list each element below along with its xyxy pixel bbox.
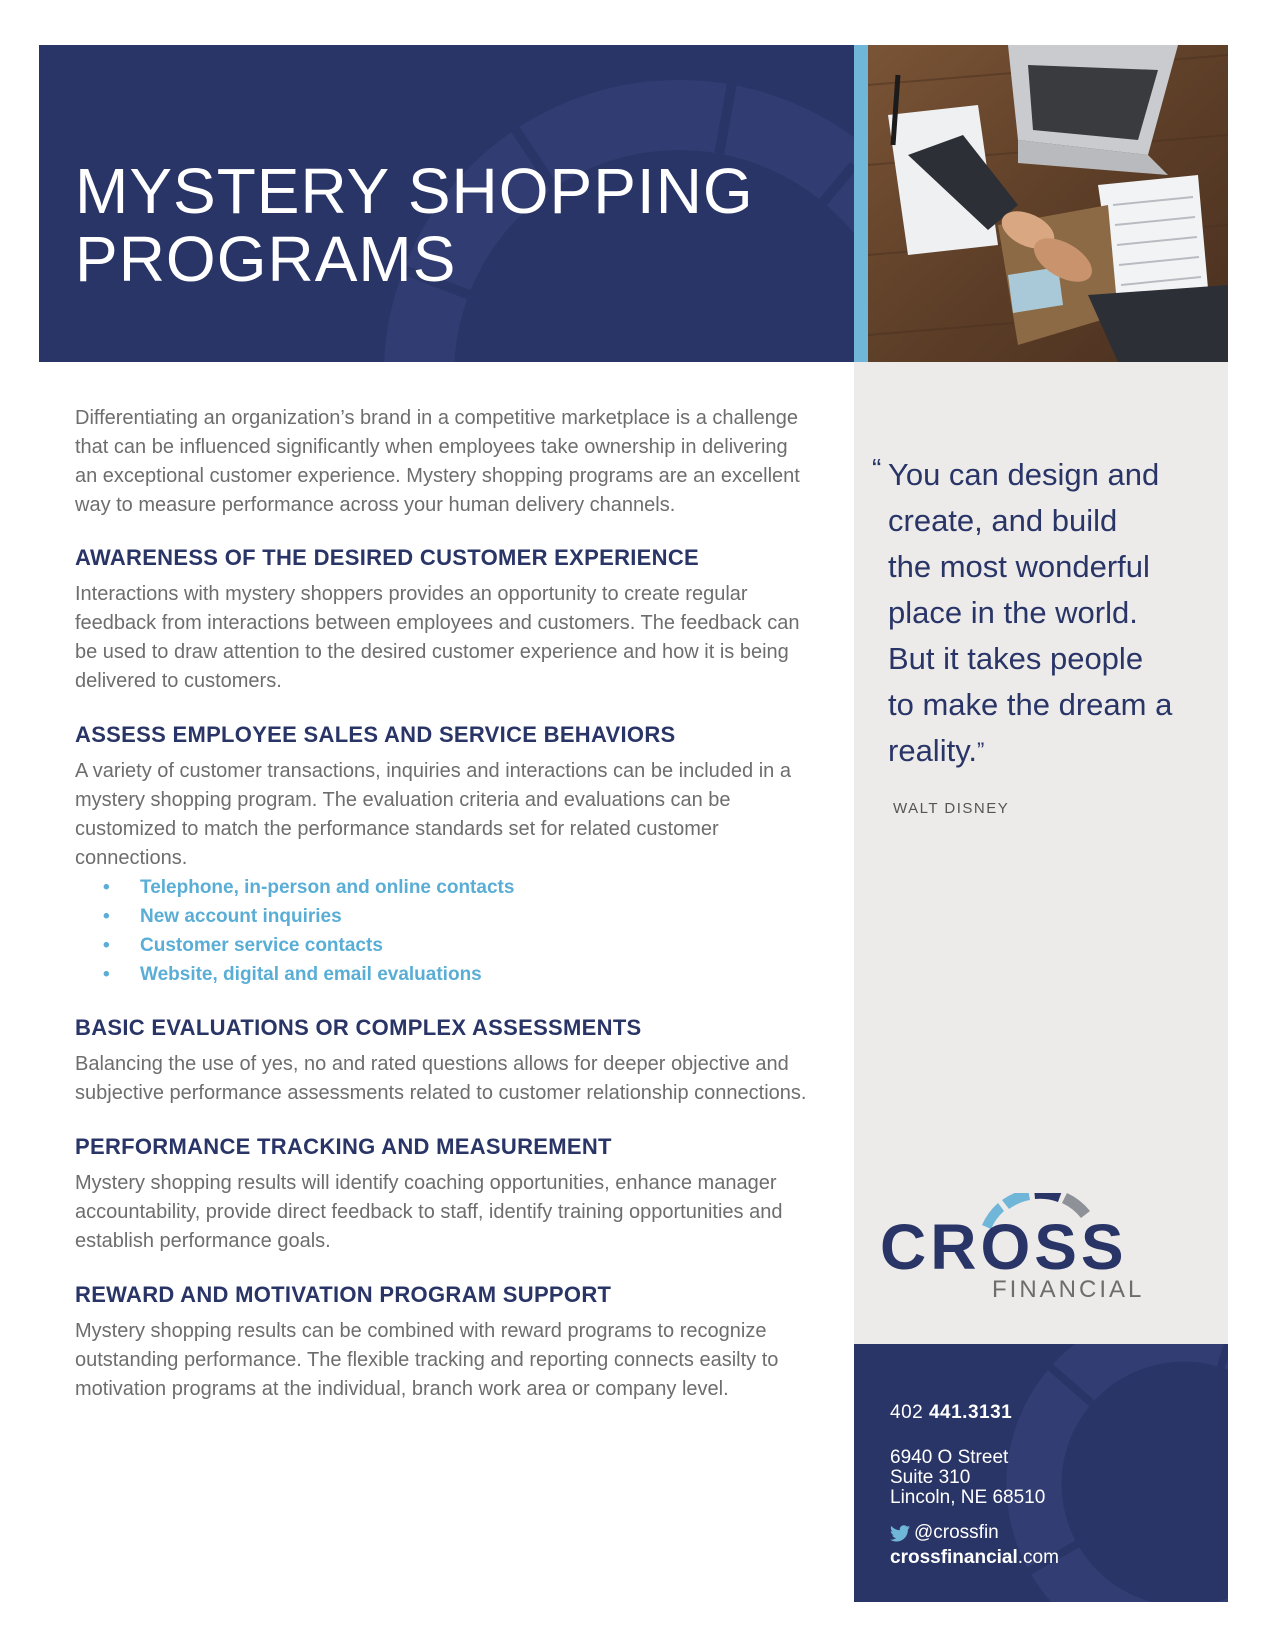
quote-line-text: reality. bbox=[888, 733, 978, 768]
list-item: • Telephone, in-person and online contacts bbox=[103, 877, 515, 898]
section-heading: BASIC EVALUATIONS OR COMPLEX ASSESSMENTS bbox=[75, 1015, 642, 1040]
phone-main: 441.3131 bbox=[928, 1402, 1013, 1423]
website-suffix: .com bbox=[1017, 1547, 1059, 1568]
close-quote-mark: ” bbox=[977, 738, 985, 763]
address-line: Suite 310 bbox=[890, 1467, 971, 1488]
phone-number[interactable] bbox=[890, 1402, 1012, 1424]
company-logo bbox=[880, 1193, 1150, 1303]
handshake-image bbox=[868, 45, 1228, 362]
list-item: • Customer service contacts bbox=[103, 935, 383, 956]
main-content bbox=[75, 404, 815, 1404]
contact-panel bbox=[854, 1344, 1228, 1602]
website-bold: crossfinancial bbox=[890, 1547, 1018, 1568]
pull-quote bbox=[870, 452, 1210, 774]
quote-attribution: WALT DISNEY bbox=[893, 800, 1010, 817]
twitter-icon bbox=[890, 1525, 910, 1542]
page-title bbox=[75, 157, 754, 293]
quote-line: You can design and bbox=[888, 457, 1160, 492]
logo-subtext: FINANCIAL bbox=[992, 1276, 1145, 1303]
section-heading: AWARENESS OF THE DESIRED CUSTOMER EXPERIENCE bbox=[75, 545, 700, 570]
quote-line: place in the world. bbox=[888, 595, 1138, 630]
bullet-list bbox=[75, 873, 815, 989]
list-item-text: Website, digital and email evaluations bbox=[140, 964, 482, 985]
quote-line: to make the dream a bbox=[888, 687, 1173, 722]
list-item: • New account inquiries bbox=[103, 906, 342, 927]
open-quote-mark: “ bbox=[872, 453, 882, 484]
header-banner bbox=[39, 45, 854, 362]
section-body: Mystery shopping results can be combined with reward programs to recognize outstanding performance. The flexible tracking and reporting connects easilty to motivation programs at the individual, branch work area or company level. bbox=[75, 1320, 779, 1400]
section-body: Balancing the use of yes, no and rated questions allows for deeper objective and subjective performance assessments related to customer relationship connections. bbox=[75, 1053, 807, 1104]
section-body: A variety of customer transactions, inquiries and interactions can be included in a mystery shopping program. The evaluation criteria and evaluations can be customized to match the performance standards set for related customer connections. bbox=[75, 760, 791, 869]
section-heading: REWARD AND MOTIVATION PROGRAM SUPPORT bbox=[75, 1282, 612, 1307]
intro-paragraph: Differentiating an organization’s brand in a competitive marketplace is a challenge that can be influenced significantly when employees take ownership in delivering an exceptional customer experience. Mystery shopping programs are an excellent way to measure performance across your human delivery channels. bbox=[75, 407, 800, 516]
title-line-1: MYSTERY SHOPPING bbox=[75, 155, 754, 227]
section-body: Mystery shopping results will identify coaching opportunities, enhance manager accountability, provide direct feedback to staff, identify training opportunities and establish performance goals. bbox=[75, 1172, 783, 1252]
list-item-text: New account inquiries bbox=[140, 906, 342, 927]
address-line: 6940 O Street bbox=[890, 1447, 1009, 1468]
section-heading: PERFORMANCE TRACKING AND MEASUREMENT bbox=[75, 1134, 612, 1159]
cross-logo-mark bbox=[880, 1193, 1150, 1303]
quote-line: create, and build bbox=[888, 503, 1118, 538]
list-item-text: Telephone, in-person and online contacts bbox=[140, 877, 515, 898]
accent-stripe bbox=[854, 45, 868, 362]
logo-wordmark: CROSS bbox=[880, 1211, 1128, 1283]
phone-prefix: 402 bbox=[890, 1402, 929, 1423]
section-body: Interactions with mystery shoppers provides an opportunity to create regular feedback from interactions between employees and customers. The feedback can be used to draw attention to the desired customer experience and how it is being delivered to customers. bbox=[75, 583, 800, 692]
title-line-2: PROGRAMS bbox=[75, 223, 457, 295]
handshake-photo bbox=[868, 45, 1228, 362]
address-line: Lincoln, NE 68510 bbox=[890, 1487, 1046, 1508]
twitter-handle-text: @crossfin bbox=[914, 1522, 999, 1543]
quote-line: But it takes people bbox=[888, 641, 1144, 676]
list-item: • Website, digital and email evaluations bbox=[103, 964, 482, 985]
twitter-handle[interactable] bbox=[890, 1522, 999, 1544]
website-link[interactable] bbox=[890, 1547, 1059, 1569]
address bbox=[890, 1448, 1045, 1508]
section-heading: ASSESS EMPLOYEE SALES AND SERVICE BEHAVIORS bbox=[75, 722, 676, 747]
quote-line: the most wonderful bbox=[888, 549, 1150, 584]
quote-line-last bbox=[870, 728, 1210, 774]
list-item-text: Customer service contacts bbox=[140, 935, 383, 956]
